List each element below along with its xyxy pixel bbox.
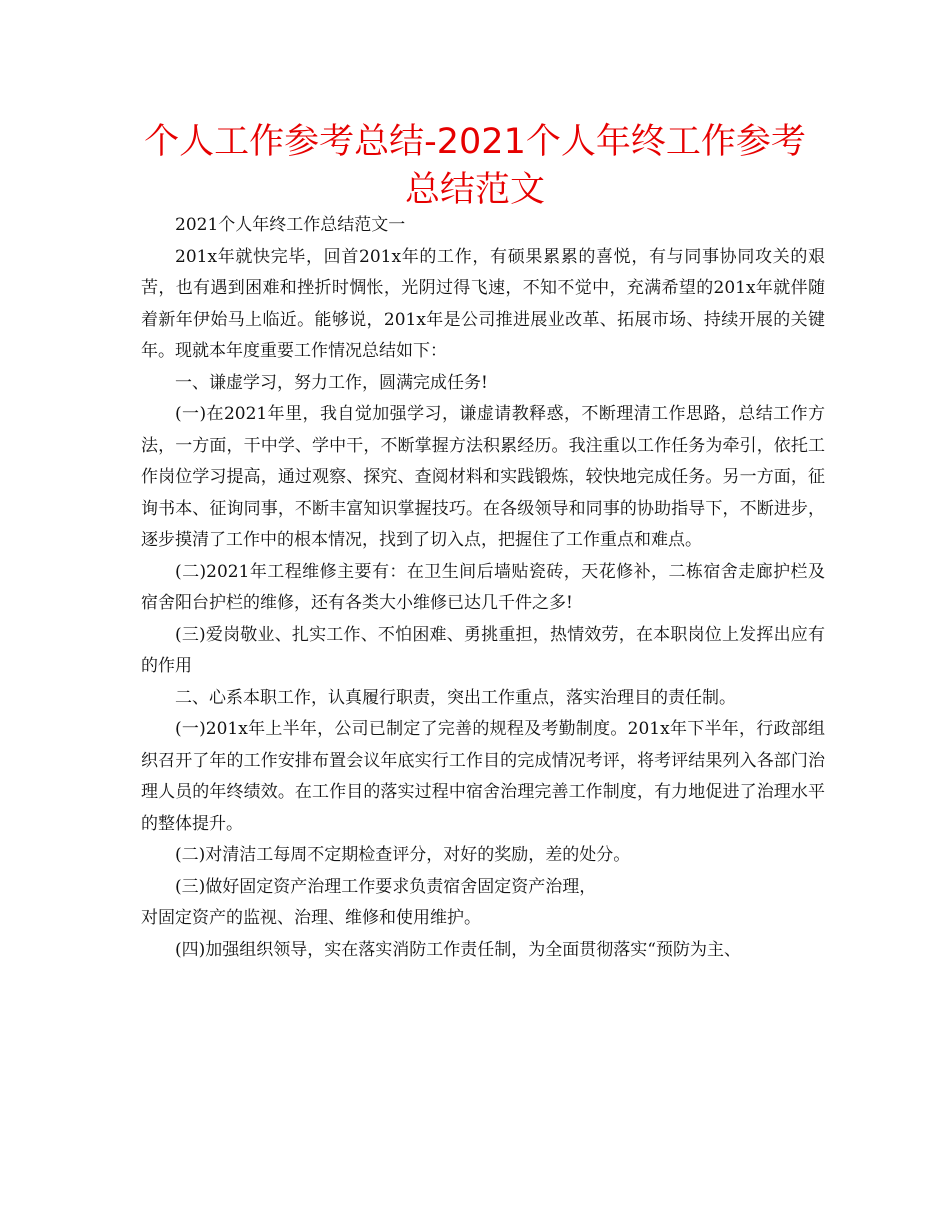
section-heading: 二、心系本职工作，认真履行职责，突出工作重点，落实治理目的责任制。 <box>175 687 736 708</box>
paragraph: (一)在2021年里，我自觉加强学习，谦虚请教释惑，不断理清工作思路，总结工作方法，一方面，干中学、学中干，不断掌握方法积累经历。我注重以工作任务为牵引，依托工作岗位学习提高，通过观察、探究、查阅材料和实践锻炼，较快地完成任务。另一方面，征询书本、征询同事，不断丰富知识掌握技巧。在各级领导和同事的协助指导下，不断进步，逐步摸清了工作中的根本情况，找到了切入点，把握住了工作重点和难点。 <box>141 404 825 550</box>
paragraph: 对固定资产的监视、治理、维修和使用维护。 <box>141 908 481 928</box>
paragraph: (三)爱岗敬业、扎实工作、不怕困难、勇挑重担，热情效劳，在本职岗位上发挥出应有的作用 <box>141 624 825 676</box>
paragraph-subtitle: 2021个人年终工作总结范文一 <box>175 215 406 235</box>
paragraph: (二)2021年工程维修主要有：在卫生间后墙贴瓷砖，天花修补，二栋宿舍走廊护栏及宿舍阳台护栏的维修，还有各类大小维修已达几千件之多! <box>141 561 825 613</box>
document-body <box>141 210 825 966</box>
paragraph: (一)201x年上半年，公司已制定了完善的规程及考勤制度。201x年下半年，行政部组织召开了年的工作安排布置会议年底实行工作目的完成情况考评，将考评结果列入各部门治理人员的年终绩效。在工作目的落实过程中宿舍治理完善工作制度，有力地促进了治理水平的整体提升。 <box>141 719 825 834</box>
document-title: 个人工作参考总结-2021个人年终工作参考总结范文 <box>144 122 806 210</box>
paragraph: (二)对清洁工每周不定期检查评分，对好的奖励，差的处分。 <box>175 845 631 865</box>
paragraph: 201x年就快完毕，回首201x年的工作，有硕果累累的喜悦，有与同事协同攻关的艰苦，也有遇到困难和挫折时惆怅，光阴过得飞速，不知不觉中，充满希望的201x年就伴随着新年伊始马上临近。能够说，201x年是公司推进展业改革、拓展市场、持续开展的关键年。现就本年度重要工作情况总结如下： <box>141 246 825 361</box>
paragraph: (四)加强组织领导，实在落实消防工作责任制，为全面贯彻落实“预防为主、 <box>175 939 741 960</box>
section-heading: 一、谦虚学习，努力工作，圆满完成任务! <box>175 372 488 393</box>
paragraph: (三)做好固定资产治理工作要求负责宿舍固定资产治理， <box>175 876 597 897</box>
